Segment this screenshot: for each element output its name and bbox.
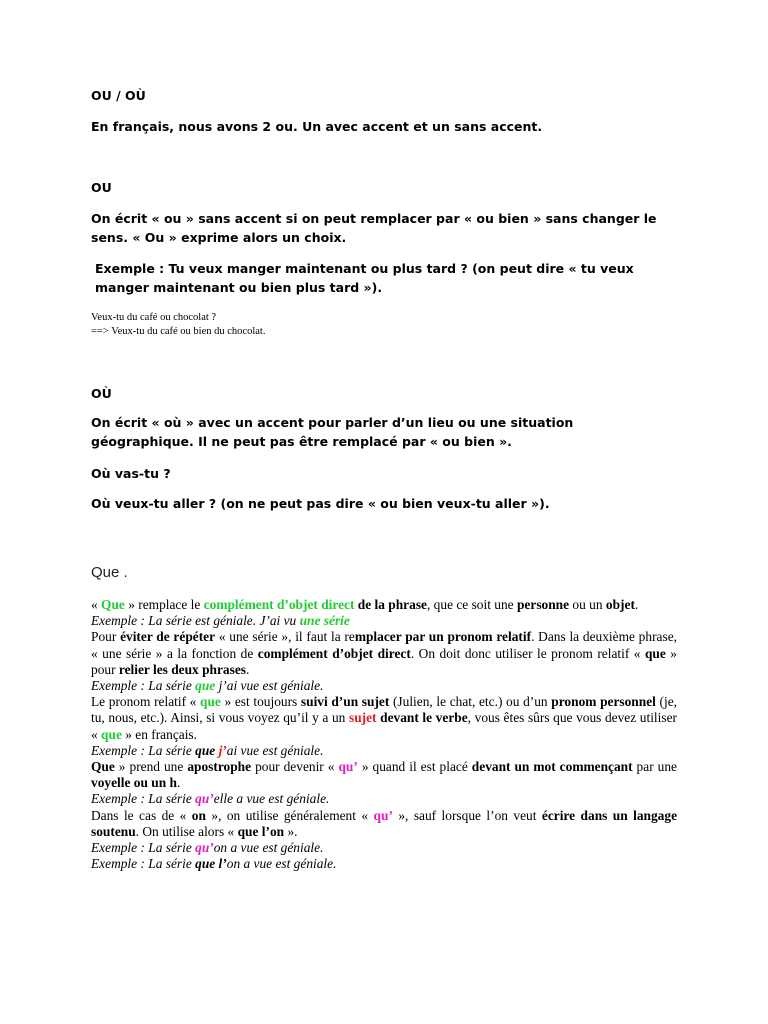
bold-text: mplacer par un pronom relatif <box>354 629 532 645</box>
text: ai vue est géniale. <box>226 742 324 758</box>
text: « <box>91 597 102 612</box>
text: par une <box>632 759 677 775</box>
small-example-line1: Veux-tu du café ou chocolat ? <box>91 312 217 323</box>
text: (je, tu, nous, etc.). Ainsi, si vous voyez qu’il y a un <box>91 694 677 726</box>
small-example-line2: ==> Veux-tu du café ou bien du chocolat. <box>91 326 266 337</box>
text: Exemple : La série <box>91 856 196 872</box>
bold-text: complément d’objet direct <box>257 645 411 661</box>
highlight-sujet: sujet <box>348 710 377 726</box>
bold-text: suivi d’un sujet <box>300 694 390 710</box>
bold-text: devant le verbe <box>380 710 468 726</box>
bold-text: objet <box>605 597 635 612</box>
bold-text: pronom personnel <box>551 694 656 710</box>
text: », on utilise généralement « <box>205 807 374 823</box>
bold-text: éviter de répéter <box>120 629 216 645</box>
bold-text: que <box>644 645 666 661</box>
text: » quand il est placé <box>357 759 472 775</box>
text: (Julien, le chat, etc.) ou d’un <box>389 694 552 710</box>
bold-text: devant un mot commençant <box>471 759 633 775</box>
text: Exemple : La série <box>91 742 196 758</box>
highlight-une-serie: une série <box>299 613 350 629</box>
text: . Dans la deuxième phrase, « une série » a la fonction de <box>91 629 677 661</box>
intro-text: En français, nous avons 2 ou. Un avec accent et un sans accent. <box>91 119 543 134</box>
bold-text: relier les deux phrases <box>118 661 246 677</box>
bold-text: que <box>195 742 216 758</box>
que-paragraph-1 <box>91 597 677 613</box>
text: » pour <box>91 645 677 677</box>
text: . On utilise alors « <box>135 823 238 839</box>
example-text: Tu veux manger maintenant ou plus tard ? (on peut dire « tu veux manger maintenant ou bien plus tard »). <box>95 261 634 295</box>
bold-text: de la phrase <box>357 597 427 612</box>
text: , vous êtes sûrs que vous devez utiliser « <box>91 710 677 742</box>
que-example-1 <box>91 613 677 629</box>
que-example-4 <box>91 791 677 807</box>
text: Exemple : La série <box>91 678 196 694</box>
text: » est toujours <box>220 694 301 710</box>
bold-text: que l’ <box>195 856 227 872</box>
que-body <box>91 597 677 872</box>
text: . <box>176 775 181 791</box>
highlight-qu: qu’ <box>373 807 393 823</box>
text: elle a vue est géniale. <box>213 791 330 807</box>
text: on a vue est géniale. <box>213 840 324 856</box>
bold-text: Que <box>91 759 115 775</box>
que-paragraph-3 <box>91 694 677 743</box>
text: on a vue est géniale. <box>226 856 337 872</box>
text: « une série », il faut la re <box>215 629 355 645</box>
title-ou-ou: OU / OÙ <box>91 88 146 103</box>
text: Exemple : La série <box>91 791 196 807</box>
bold-text: personne <box>516 597 570 612</box>
rule-ou-accent: On écrit « où » avec un accent pour parler d’un lieu ou une situation géographique. Il ne peut pas être remplacé par « ou bien ». <box>91 415 574 449</box>
highlight-que: que <box>101 726 122 742</box>
text: pour devenir « <box>251 759 339 775</box>
highlight-j: j’ <box>218 742 227 758</box>
bold-text: écrire dans un langage soutenu <box>91 807 678 839</box>
bold-text: voyelle ou un h <box>91 775 177 791</box>
que-example-5 <box>91 840 677 856</box>
text: Exemple : La série est géniale. J’ai vu <box>91 613 300 629</box>
highlight-que: que <box>195 678 216 694</box>
text: ». <box>284 823 298 839</box>
bold-text: que l’on <box>237 823 285 839</box>
que-example-2 <box>91 678 677 694</box>
highlight-qu: qu’ <box>338 759 358 775</box>
que-example-3 <box>91 743 677 759</box>
highlight-qu: qu’ <box>195 791 214 807</box>
text: », sauf lorsque l’on veut <box>392 807 542 823</box>
text: Pour <box>91 629 121 645</box>
text: Dans le cas de « <box>91 807 192 823</box>
highlight-que: Que <box>101 597 125 612</box>
text: Exemple : La série <box>91 840 196 856</box>
example-ou-accent-2: Où veux-tu aller ? (on ne peut pas dire « ou bien veux-tu aller »). <box>91 496 550 511</box>
bold-text: on <box>191 807 206 823</box>
que-example-6 <box>91 856 677 872</box>
text: j’ai vue est géniale. <box>215 678 324 694</box>
que-paragraph-2 <box>91 629 677 678</box>
que-paragraph-4 <box>91 759 677 791</box>
text: » en français. <box>121 726 197 742</box>
text: . <box>246 661 250 677</box>
text: ou un <box>569 597 606 612</box>
example-ou-accent-1: Où vas-tu ? <box>91 466 171 481</box>
highlight-cod: complément d’objet direct <box>203 597 355 612</box>
example-ou <box>95 259 677 297</box>
text: » remplace le <box>124 597 204 612</box>
text: Le pronom relatif « <box>91 694 201 710</box>
text: » prend une <box>114 759 188 775</box>
example-label: Exemple : <box>95 261 165 276</box>
highlight-que: que <box>200 694 221 710</box>
bold-text: apostrophe <box>187 759 252 775</box>
title-que: Que . <box>91 564 128 581</box>
title-ou-accent: OÙ <box>91 386 112 401</box>
text: , que ce soit une <box>426 597 517 612</box>
que-paragraph-5 <box>91 808 677 840</box>
rule-ou: On écrit « ou » sans accent si on peut remplacer par « ou bien » sans changer le sens. « Ou » exprime alors un choix. <box>91 211 657 245</box>
title-ou: OU <box>91 180 112 195</box>
text: . On doit donc utiliser le pronom relatif « <box>410 645 645 661</box>
text: . <box>634 597 639 612</box>
highlight-qu: qu’ <box>195 840 214 856</box>
